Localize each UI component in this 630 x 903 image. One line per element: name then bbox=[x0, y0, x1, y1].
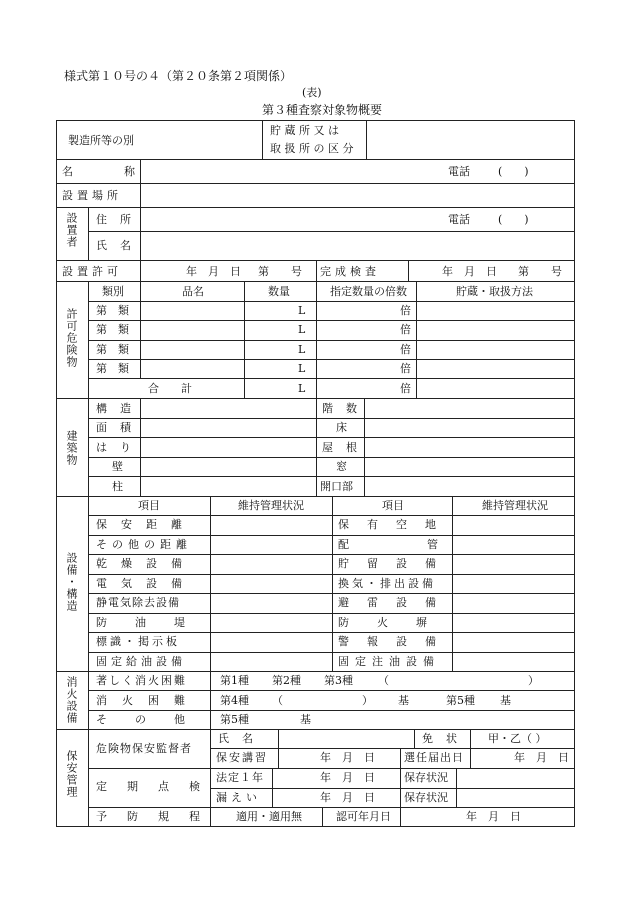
hazmat-total: 合 計 bbox=[148, 382, 192, 395]
equip-left-1: 保安距離 bbox=[96, 518, 196, 531]
building-window: 窓 bbox=[336, 460, 347, 473]
hazmat-bai-3: 倍 bbox=[400, 343, 411, 356]
leak-date: 年 月 日 bbox=[320, 791, 375, 804]
hazmat-row-1: 第 類 bbox=[96, 304, 129, 317]
legal-label: 法定１年 bbox=[216, 771, 264, 784]
permit-number: 第 号 bbox=[258, 265, 302, 278]
permit-label: 設置許可 bbox=[62, 265, 122, 278]
equip-left-7: 標識・掲示板 bbox=[96, 635, 180, 648]
hazmat-bai-2: 倍 bbox=[400, 323, 411, 336]
equip-right-1: 保有空地 bbox=[338, 518, 454, 531]
hazmat-l-total: L bbox=[298, 382, 306, 395]
phone-paren-2: ( ) bbox=[498, 213, 529, 226]
fire-r2-opt1: 第4種 bbox=[220, 694, 249, 707]
fire-r1-open: （ bbox=[378, 674, 389, 687]
security-side-label: 保安管理 bbox=[65, 750, 78, 798]
fire-r2-opt2: 第5種 bbox=[446, 694, 475, 707]
fire-r2-unit2: 基 bbox=[500, 694, 511, 707]
phone-label-2: 電話 bbox=[448, 213, 470, 226]
equip-right-8: 固定注油設備 bbox=[338, 655, 440, 668]
form-title: 第３種査察対象物概要 bbox=[262, 103, 383, 117]
installer-side-label: 設置者 bbox=[65, 212, 78, 248]
hazmat-side-label: 許可危険物 bbox=[65, 308, 78, 368]
fire-r3-unit: 基 bbox=[300, 713, 311, 726]
equip-left-3: 乾燥設備 bbox=[96, 557, 196, 570]
hazmat-l-4: L bbox=[298, 362, 306, 375]
approval-label: 認可年月日 bbox=[336, 810, 391, 823]
storage-label-l2: 取 扱 所 の 区 分 bbox=[270, 142, 354, 155]
hazmat-row-4: 第 類 bbox=[96, 362, 129, 375]
storage-label-l1: 貯 蔵 所 又 は bbox=[270, 124, 339, 137]
equip-left-8: 固定給油設備 bbox=[96, 655, 186, 668]
prevention-applicable: 適用・適用無 bbox=[236, 810, 302, 823]
license-label: 免状 bbox=[422, 732, 470, 745]
hazmat-header-class: 類別 bbox=[102, 285, 124, 298]
building-roof: 屋根 bbox=[322, 441, 370, 454]
hazmat-header-multiple: 指定数量の倍数 bbox=[330, 285, 407, 298]
hazmat-l-2: L bbox=[298, 323, 306, 336]
building-floor: 床 bbox=[336, 421, 347, 434]
building-structure: 構造 bbox=[96, 402, 144, 415]
appointment-date: 年 月 日 bbox=[514, 751, 569, 764]
leak-label: 漏えい bbox=[216, 791, 261, 804]
hazmat-header-qty: 数量 bbox=[268, 285, 290, 298]
supervisor-label: 危険物保安監督者 bbox=[96, 742, 192, 755]
fire-row2-label: 消火困難 bbox=[96, 694, 200, 707]
name-label-2: 称 bbox=[124, 165, 135, 178]
completion-label: 完成検査 bbox=[320, 265, 380, 278]
equip-left-4: 電気設備 bbox=[96, 577, 196, 590]
form-number: 様式第１０号の４（第２０条第２項関係） bbox=[64, 69, 293, 83]
inspection-label: 定期点検 bbox=[96, 780, 220, 793]
phone-paren: ( ) bbox=[498, 165, 529, 178]
equip-right-5: 避雷設備 bbox=[338, 596, 454, 609]
legal-status: 保存状況 bbox=[404, 771, 448, 784]
approval-date: 年 月 日 bbox=[466, 810, 521, 823]
supervisor-name-label: 氏名 bbox=[218, 732, 266, 745]
fire-r1-opt1: 第1種 bbox=[220, 674, 249, 687]
fire-r1-close: ） bbox=[528, 674, 539, 687]
equip-right-4: 換気・排出設備 bbox=[338, 577, 436, 590]
license-value: 甲・乙（ ） bbox=[488, 732, 547, 745]
fire-row1-label: 著しく消火困難 bbox=[96, 674, 187, 687]
building-area: 面積 bbox=[96, 421, 144, 434]
legal-date: 年 月 日 bbox=[320, 771, 375, 784]
equip-right-2: 配管 bbox=[338, 538, 516, 551]
phone-label: 電話 bbox=[448, 165, 470, 178]
leak-status: 保存状況 bbox=[404, 791, 448, 804]
person-label: 氏名 bbox=[96, 239, 144, 252]
category-label: 製造所等の別 bbox=[68, 134, 134, 147]
hazmat-row-2: 第 類 bbox=[96, 323, 129, 336]
fire-r3-opt1: 第5種 bbox=[220, 713, 249, 726]
equip-right-6: 防火塀 bbox=[338, 616, 455, 629]
equip-header-item-l: 項目 bbox=[138, 499, 160, 512]
equip-right-3: 貯留設備 bbox=[338, 557, 454, 570]
hazmat-header-method: 貯蔵・取扱方法 bbox=[456, 285, 533, 298]
hazmat-l-1: L bbox=[298, 304, 306, 317]
building-pillar: 柱 bbox=[112, 480, 123, 493]
completion-date: 年 月 日 bbox=[442, 265, 497, 278]
building-floors: 階数 bbox=[322, 402, 370, 415]
fire-side-label: 消火設備 bbox=[65, 676, 78, 724]
training-date: 年 月 日 bbox=[320, 751, 375, 764]
name-label-1: 名 bbox=[62, 165, 73, 178]
appointment-label: 選任届出日 bbox=[404, 751, 464, 764]
hazmat-l-3: L bbox=[298, 343, 306, 356]
equip-left-2: その他の距離 bbox=[96, 538, 192, 551]
equip-left-5: 静電気除去設備 bbox=[96, 596, 180, 609]
prevention-label: 予防規程 bbox=[96, 810, 220, 823]
hazmat-header-item: 品名 bbox=[182, 285, 204, 298]
training-label: 保安講習 bbox=[216, 751, 268, 764]
building-wall: 壁 bbox=[112, 460, 123, 473]
building-beam: はり bbox=[96, 441, 144, 454]
fire-row3-label: その他 bbox=[96, 713, 213, 726]
fire-r2-unit: 基 bbox=[398, 694, 409, 707]
hazmat-bai-total: 倍 bbox=[400, 382, 411, 395]
fire-r1-opt3: 第3種 bbox=[324, 674, 353, 687]
equip-left-6: 防油堤 bbox=[96, 616, 213, 629]
hazmat-row-3: 第 類 bbox=[96, 343, 129, 356]
fire-r1-opt2: 第2種 bbox=[272, 674, 301, 687]
permit-date: 年 月 日 bbox=[186, 265, 241, 278]
fire-r2-close: ） bbox=[362, 694, 373, 707]
equip-right-7: 警報設備 bbox=[338, 635, 454, 648]
equip-header-status-l: 維持管理状況 bbox=[238, 499, 304, 512]
hazmat-bai-4: 倍 bbox=[400, 362, 411, 375]
building-side-label: 建築物 bbox=[65, 430, 78, 466]
hazmat-bai-1: 倍 bbox=[400, 304, 411, 317]
equip-header-status-r: 維持管理状況 bbox=[482, 499, 548, 512]
side-label: (表) bbox=[302, 86, 322, 99]
location-label: 設置場所 bbox=[62, 189, 122, 202]
equip-header-item-r: 項目 bbox=[382, 499, 404, 512]
address-label: 住所 bbox=[96, 213, 144, 226]
equipment-side-label: 設備・構造 bbox=[65, 552, 78, 612]
completion-number: 第 号 bbox=[518, 265, 562, 278]
fire-r2-open: （ bbox=[272, 694, 283, 707]
building-opening: 開口部 bbox=[320, 480, 353, 493]
